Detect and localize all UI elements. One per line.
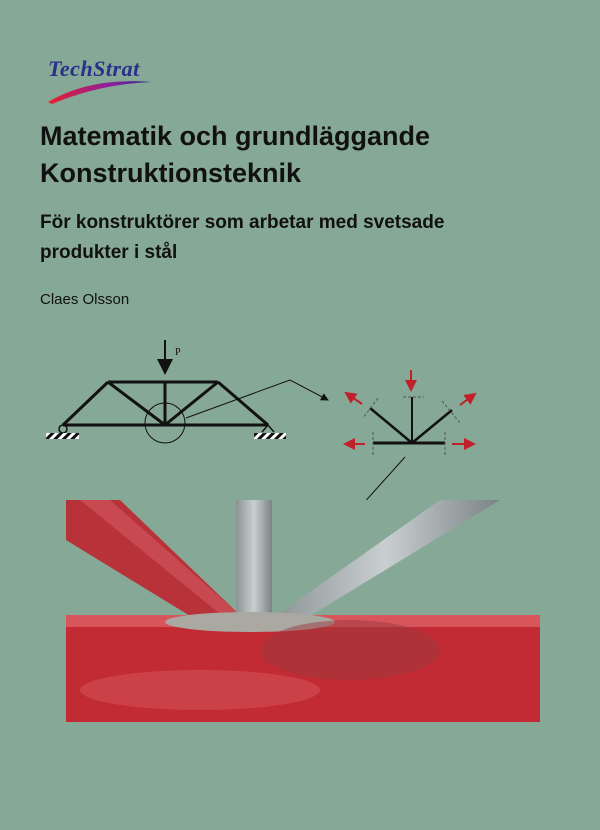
cover-illustration xyxy=(0,330,600,750)
title-line: Konstruktionsteknik xyxy=(40,158,302,188)
title-line: Matematik och grundläggande xyxy=(40,121,431,151)
book-title xyxy=(40,118,430,192)
welded-joint-photo xyxy=(66,500,540,722)
author: Claes Olsson xyxy=(40,291,130,308)
logo-text: TechStrat xyxy=(48,56,140,81)
truss-diagram xyxy=(46,340,328,443)
load-label: P xyxy=(175,347,181,358)
subtitle-line: produkter i stål xyxy=(40,242,178,263)
book-subtitle xyxy=(40,208,444,268)
subtitle-line: För konstruktörer som arbetar med svetsade xyxy=(40,212,445,233)
